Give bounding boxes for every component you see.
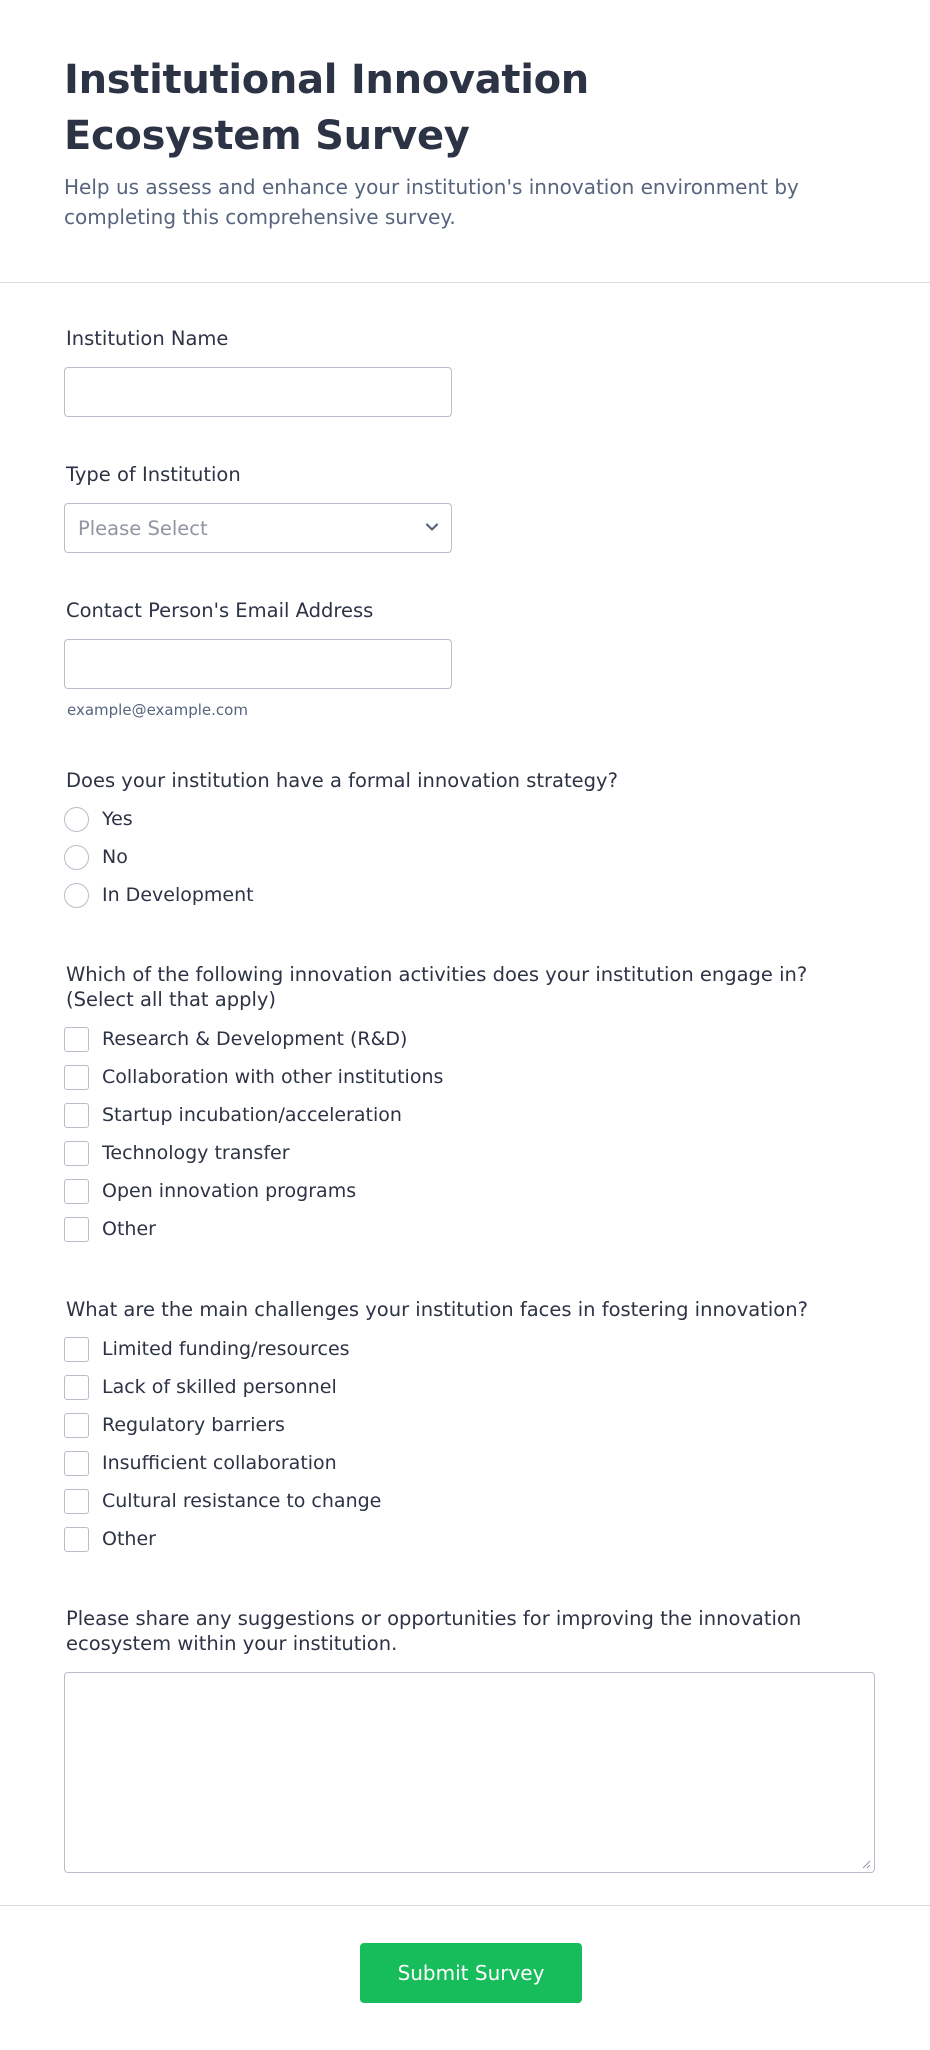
option-label: Cultural resistance to change xyxy=(102,1490,382,1512)
suggestions-field xyxy=(64,1606,875,1873)
suggestions-label: Please share any suggestions or opportunities for improving the innovation ecosystem within your institution. xyxy=(66,1607,802,1655)
checkbox[interactable] xyxy=(64,1179,89,1204)
option-label: Regulatory barriers xyxy=(102,1414,285,1436)
form-title: Institutional Innovation Ecosystem Survey xyxy=(64,57,589,159)
challenge-option-regulatory[interactable] xyxy=(64,1406,875,1444)
checkbox[interactable] xyxy=(64,1375,89,1400)
challenges-field xyxy=(64,1297,875,1558)
email-field xyxy=(64,598,452,719)
strategy-option-yes[interactable] xyxy=(64,800,618,838)
checkbox[interactable] xyxy=(64,1489,89,1514)
institution-name-input[interactable] xyxy=(64,367,452,417)
checkbox[interactable] xyxy=(64,1217,89,1242)
email-label: Contact Person's Email Address xyxy=(66,599,374,622)
option-label: Startup incubation/acceleration xyxy=(102,1104,402,1126)
option-label: Collaboration with other institutions xyxy=(102,1066,444,1088)
resize-handle-icon[interactable] xyxy=(861,1859,871,1869)
option-label: No xyxy=(102,846,128,868)
submit-survey-button[interactable]: Submit Survey xyxy=(360,1943,582,2003)
option-label: Limited funding/resources xyxy=(102,1338,350,1360)
checkbox[interactable] xyxy=(64,1065,89,1090)
activity-option-tech-transfer[interactable] xyxy=(64,1134,875,1172)
checkbox[interactable] xyxy=(64,1451,89,1476)
option-label: Research & Development (R&D) xyxy=(102,1028,408,1050)
challenge-option-other[interactable] xyxy=(64,1520,875,1558)
challenge-option-collaboration[interactable] xyxy=(64,1444,875,1482)
checkbox[interactable] xyxy=(64,1141,89,1166)
form-header xyxy=(0,0,930,283)
option-label: Yes xyxy=(102,808,133,830)
email-sublabel: example@example.com xyxy=(67,701,248,719)
radio-button[interactable] xyxy=(64,807,89,832)
activity-option-startup[interactable] xyxy=(64,1096,875,1134)
activity-option-other[interactable] xyxy=(64,1210,875,1248)
activities-field xyxy=(64,962,875,1248)
option-label: Technology transfer xyxy=(102,1142,290,1164)
challenges-options xyxy=(64,1330,875,1558)
institution-name-label: Institution Name xyxy=(66,327,229,350)
form-description: Help us assess and enhance your institution's innovation environment by completing this comprehensive survey. xyxy=(64,175,799,229)
form-footer xyxy=(0,1905,930,2050)
challenge-option-personnel[interactable] xyxy=(64,1368,875,1406)
institution-type-field xyxy=(64,462,452,553)
activity-option-collaboration[interactable] xyxy=(64,1058,875,1096)
strategy-label: Does your institution have a formal innovation strategy? xyxy=(66,769,618,792)
strategy-option-in-development[interactable] xyxy=(64,876,618,914)
option-label: In Development xyxy=(102,884,254,906)
strategy-option-no[interactable] xyxy=(64,838,618,876)
activities-label: Which of the following innovation activities does your institution engage in? (Select all that apply) xyxy=(66,963,808,1011)
activities-options xyxy=(64,1020,875,1248)
option-label: Other xyxy=(102,1528,156,1550)
checkbox[interactable] xyxy=(64,1337,89,1362)
challenges-label: What are the main challenges your institution faces in fostering innovation? xyxy=(66,1298,808,1321)
option-label: Other xyxy=(102,1218,156,1240)
suggestions-textarea[interactable] xyxy=(64,1672,875,1873)
activity-option-open-innovation[interactable] xyxy=(64,1172,875,1210)
institution-type-label: Type of Institution xyxy=(66,463,241,486)
challenge-option-cultural[interactable] xyxy=(64,1482,875,1520)
checkbox[interactable] xyxy=(64,1103,89,1128)
institution-type-select[interactable] xyxy=(64,503,452,553)
institution-name-field xyxy=(64,326,452,417)
challenge-option-funding[interactable] xyxy=(64,1330,875,1368)
institution-type-placeholder: Please Select xyxy=(78,516,208,540)
radio-button[interactable] xyxy=(64,845,89,870)
chevron-down-icon xyxy=(425,520,439,534)
checkbox[interactable] xyxy=(64,1027,89,1052)
checkbox[interactable] xyxy=(64,1413,89,1438)
strategy-options xyxy=(64,800,618,914)
radio-button[interactable] xyxy=(64,883,89,908)
option-label: Insufficient collaboration xyxy=(102,1452,337,1474)
email-input[interactable] xyxy=(64,639,452,689)
strategy-field xyxy=(64,768,618,914)
option-label: Lack of skilled personnel xyxy=(102,1376,337,1398)
activity-option-rd[interactable] xyxy=(64,1020,875,1058)
option-label: Open innovation programs xyxy=(102,1180,357,1202)
checkbox[interactable] xyxy=(64,1527,89,1552)
